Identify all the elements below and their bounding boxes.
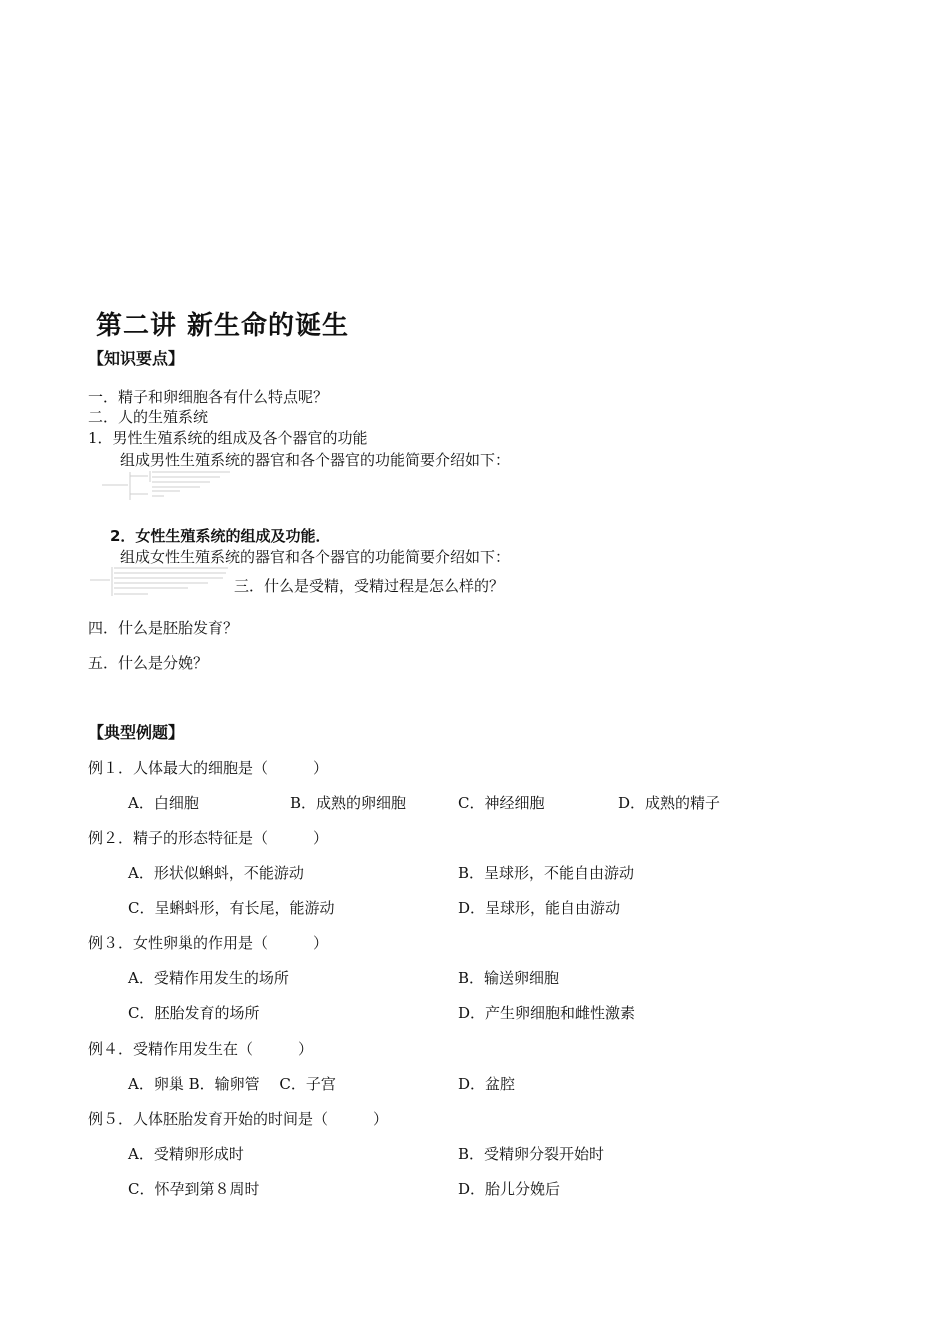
example-1-option-d: D．成熟的精子 [618,794,721,812]
point-1: 一．精子和卵细胞各有什么特点呢？ [88,388,329,406]
male-system-diagram [100,468,240,504]
example-5-option-a: A．受精卵形成时 [128,1145,244,1163]
examples-header: 【典型例题】 [88,723,185,742]
knowledge-header: 【知识要点】 [88,349,185,368]
example-2-option-c: C．呈蝌蚪形，有长尾，能游动 [128,899,335,917]
example-2-question: 例２．精子的形态特征是（ ） [88,829,329,847]
example-3-option-c: C．胚胎发育的场所 [128,1004,260,1022]
example-5-question: 例５．人体胚胎发育开始的时间是（ ） [88,1110,389,1128]
example-1-question: 例１．人体最大的细胞是（ ） [88,759,329,777]
example-3-option-b: B．输送卵细胞 [458,969,560,987]
point-6: 四．什么是胚胎发育？ [88,619,239,637]
example-5-option-d: D．胎儿分娩后 [458,1180,561,1198]
female-system-diagram [88,564,233,600]
example-2-option-b: B．呈球形，不能自由游动 [458,864,635,882]
example-1-option-c: C．神经细胞 [458,794,545,812]
example-5-option-b: B．受精卵分裂开始时 [458,1145,605,1163]
point-2: 二．人的生殖系统 [88,408,209,426]
point-7: 五．什么是分娩？ [88,654,209,672]
example-2-option-a: A．形状似蝌蚪，不能游动 [128,864,304,882]
example-3-option-a: A．受精作用发生的场所 [128,969,289,987]
example-4-question: 例４．受精作用发生在（ ） [88,1040,314,1058]
point-3-intro: 组成男性生殖系统的器官和各个器官的功能简要介绍如下： [120,451,511,469]
point-4: 2．女性生殖系统的组成及功能． [110,527,331,545]
example-3-question: 例３．女性卵巢的作用是（ ） [88,934,329,952]
point-5: 三．什么是受精，受精过程是怎么样的？ [234,577,505,595]
example-2-option-d: D．呈球形，能自由游动 [458,899,621,917]
page-title: 第二讲 新生命的诞生 [96,311,350,341]
example-4-options-abc: A．卵巢 B．输卵管 C．子宫 [128,1075,336,1093]
example-4-option-d: D．盆腔 [458,1075,516,1093]
example-1-option-a: A．白细胞 [128,794,199,812]
point-3: 1．男性生殖系统的组成及各个器官的功能 [88,429,368,447]
point-4-intro: 组成女性生殖系统的器官和各个器官的功能简要介绍如下： [120,548,511,566]
example-5-option-c: C．怀孕到第８周时 [128,1180,260,1198]
example-3-option-d: D．产生卵细胞和雌性激素 [458,1004,636,1022]
example-1-option-b: B．成熟的卵细胞 [290,794,407,812]
